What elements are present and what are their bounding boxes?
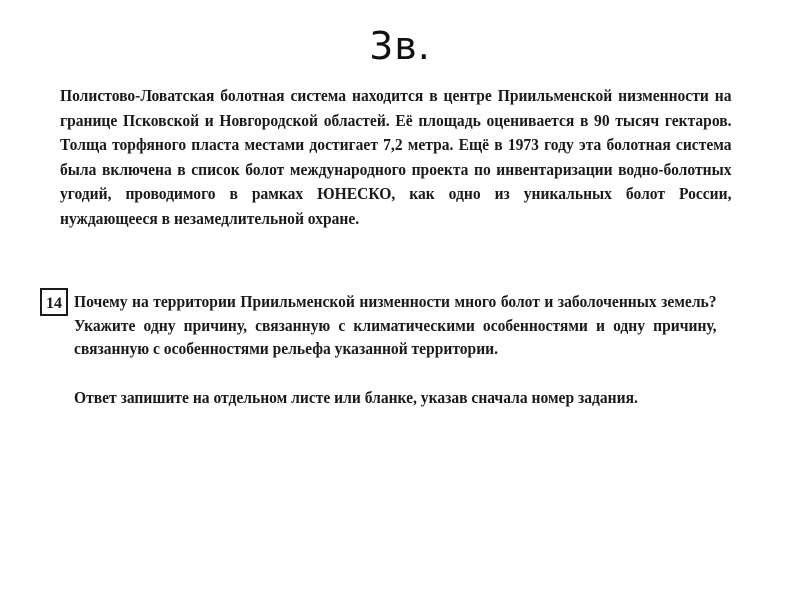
slide-title: 3в. (369, 24, 431, 68)
task-question: Почему на территории Приильменской низменности много болот и заболоченных земель? Укажите одну причину, связанную с климатическими особенностями и одну причину, связанную с особенностями рельефа указанной территории. (74, 292, 717, 358)
passage-text: Полистово-Ловатская болотная система находится в центре Приильменской низменности на границе Псковской и Новгородской областей. Её площадь оценивается в 90 тысяч гектаров. Толща торфяного пласта местами достигает 7,2 метра. Ещё в 1973 году эта болотная система была включена в список болот международного проекта по инвентаризации водно-болотных угодий, проводимого в рамках ЮНЕСКО, как одно из уникальных болот России, нуждающееся в незамедлительной охране. (60, 86, 732, 228)
task-number-box: 14 (40, 288, 68, 316)
answer-instruction: Ответ запишите на отдельном листе или бланке, указав сначала номер задания. (74, 388, 638, 407)
scanned-exam-fragment (34, 78, 732, 438)
